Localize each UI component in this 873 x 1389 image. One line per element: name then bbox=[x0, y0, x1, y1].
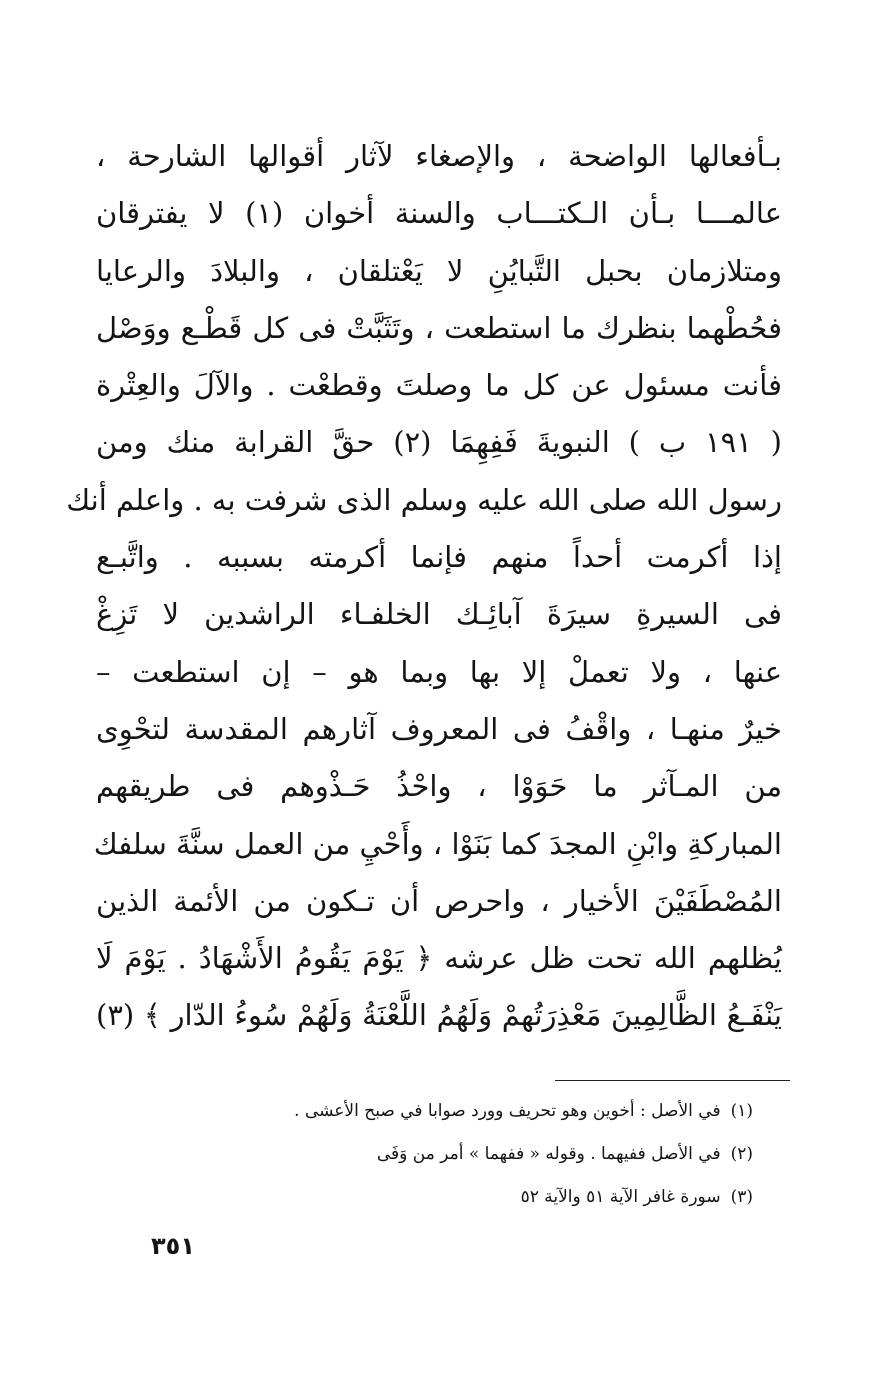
text-line: عنها ، ولا تعملْ إلا بها وبما هو – إن استطعت – bbox=[96, 654, 782, 689]
main-text-block bbox=[66, 128, 782, 1045]
text-line: رسول الله صلى الله عليه وسلم الذى شرفت به . واعلم أنك bbox=[66, 482, 782, 517]
text-line: المباركةِ وابْنِ المجدَ كما بَنَوْا ، وأَحْيِ من العمل سنَّةَ سلفك bbox=[93, 826, 782, 861]
text-line: فأنت مسئول عن كل ما وصلتَ وقطعْت . والآلَ والعِتْرة bbox=[96, 368, 782, 403]
text-line: يُظلهم الله تحت ظل عرشه ﴿ يَوْمَ يَقُومُ الأَشْهَادُ . يَوْمَ لَا bbox=[96, 941, 782, 976]
text-line: ومتلازمان بحبل التَّبايُنِ لا يَعْتلقان ، والبلادَ والرعايا bbox=[96, 253, 782, 288]
footnote-text: في الأصل ففيهما . وقوله « ففهما » أمر من وَفَى bbox=[376, 1144, 721, 1164]
footnote-3 bbox=[193, 1176, 753, 1219]
footnote-marker: (٣) bbox=[730, 1187, 753, 1207]
text-line: من المـآثر ما حَوَوْا ، واحْذُ حَـذْوهم فى طريقهم bbox=[96, 769, 782, 804]
text-line: عالمـــا بـأن الـكتـــاب والسنة أخوان (١) لا يفترقان bbox=[96, 196, 782, 231]
text-line: المُصْطَفَيْنَ الأخيار ، واحرص أن تـكون من الأئمة الذين bbox=[96, 883, 782, 918]
footnote-1 bbox=[193, 1090, 753, 1133]
text-line: يَنْفَـعُ الظَّالِمِينَ مَعْذِرَتُهمْ وَلَهُمُ اللَّعْنَةُ وَلَهُمْ سُوءُ الدّار ﴾ (٣) bbox=[96, 998, 782, 1033]
text-line: بـأفعالها الواضحة ، والإصغاء لآثار أقوالها الشارحة ، bbox=[96, 139, 782, 173]
text-line: ( ١٩١ ب ) النبويةَ فَفِهِمَا (٢) حقَّ القرابة منك ومن bbox=[96, 425, 782, 460]
footnote-divider bbox=[555, 1080, 790, 1081]
text-line: فحُطْهما بنظرك ما استطعت ، وتَثَبَّتْ فى كل قَطْـع ووَصْل bbox=[96, 310, 782, 345]
footnote-marker: (٢) bbox=[730, 1144, 753, 1164]
text-line: إذا أكرمت أحداً منهم فإنما أكرمته بسببه . واتَّبـع bbox=[96, 540, 782, 575]
text-line: فى السيرةِ سيرَةَ آبائِـك الخلفـاء الراشدين لا تَزِغْ bbox=[96, 597, 782, 632]
footnote-2 bbox=[193, 1133, 753, 1176]
page-number: ٣٥١ bbox=[151, 1232, 195, 1260]
footnote-marker: (١) bbox=[730, 1101, 753, 1121]
footnote-text: في الأصل : أخوين وهو تحريف وورد صوابا في صبح الأعشى . bbox=[294, 1101, 721, 1121]
footnotes-block bbox=[193, 1090, 753, 1219]
footnote-text: سورة غافر الآية ٥١ والآية ٥٢ bbox=[520, 1187, 721, 1207]
text-line: خيرٌ منهـا ، واقْفُ فى المعروف آثارهم المقدسة لتحْوِى bbox=[96, 711, 782, 746]
